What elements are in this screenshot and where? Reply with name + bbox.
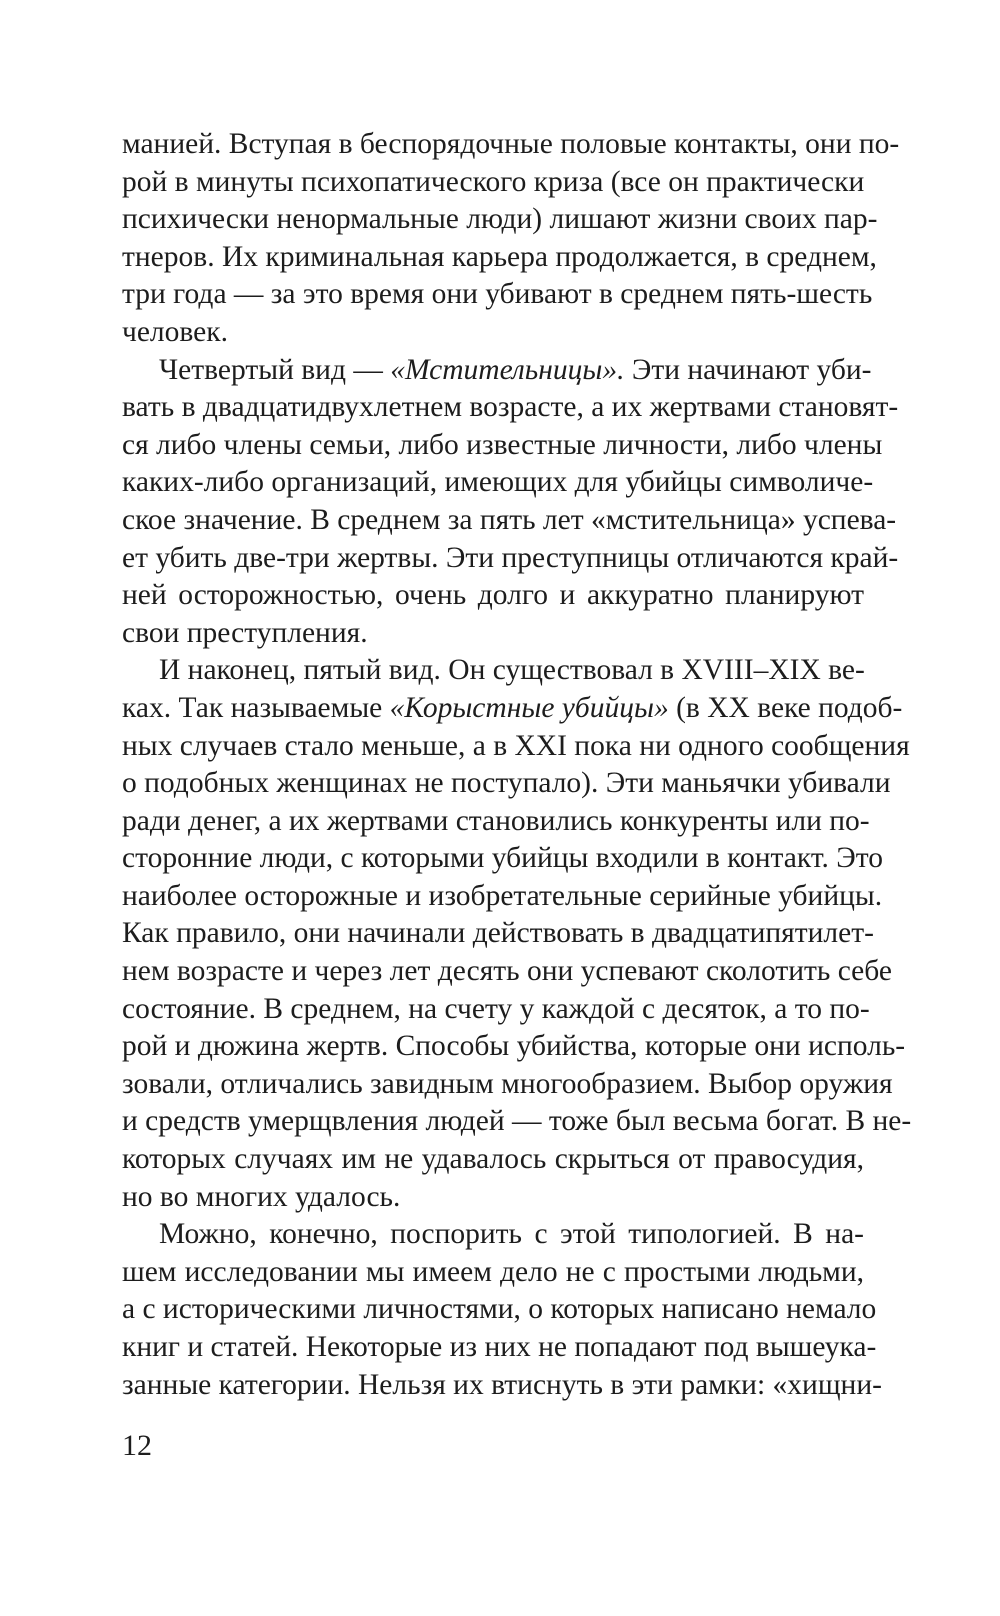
text-line: тнеров. Их криминальная карьера продолжается, в среднем, — [122, 240, 877, 273]
page-number: 12 — [122, 1429, 152, 1462]
text-line: сторонние люди, с которыми убийцы входили в контакт. Это — [122, 842, 883, 875]
text-fragment: Эти начинают уби- — [624, 353, 872, 386]
text-line: ных случаев стало меньше, а в XXI пока ни одного сообщения — [122, 729, 910, 762]
text-line: свои преступления. — [122, 616, 368, 649]
text-line: психически ненормальные люди) лишают жизни своих пар- — [122, 203, 878, 236]
text-fragment: ках. Так называемые — [122, 691, 390, 724]
text-line: о подобных женщинах не поступало). Эти маньячки убивали — [122, 767, 891, 800]
italic-term: «Корыстные убийцы» — [389, 691, 669, 724]
text-line: человек. — [122, 315, 228, 348]
text-line: а с историческими личностями, о которых написано немало — [122, 1293, 877, 1326]
text-line: три года — за это время они убивают в среднем пять-шесть — [122, 278, 873, 311]
text-line: ся либо члены семьи, либо известные личности, либо члены — [122, 428, 883, 461]
text-line: ради денег, а их жертвами становились конкуренты или по- — [122, 804, 870, 837]
text-line: но во многих удалось. — [122, 1180, 401, 1213]
text-line: рой в минуты психопатического криза (все он практически — [122, 165, 865, 198]
text-line: ней осторожностью, очень долго и аккуратно планируют — [122, 579, 864, 612]
text-line: манией. Вступая в беспорядочные половые контакты, они по- — [122, 128, 900, 160]
text-line: нем возрасте и через лет десять они успевают сколотить себе — [122, 955, 892, 988]
text-fragment: Четвертый вид — — [159, 353, 391, 386]
text-line — [122, 690, 903, 728]
text-line: наиболее осторожные и изобретательные серийные убийцы. — [122, 879, 883, 912]
text-line: И наконец, пятый вид. Он существовал в XVIII–XIX ве- — [159, 654, 865, 687]
text-line: и средств умерщвления людей — тоже был весьма богат. В не- — [122, 1105, 912, 1138]
text-line: ское значение. В среднем за пять лет «мстительница» успева- — [122, 503, 897, 536]
text-line: зовали, отличались завидным многообразием. Выбор оружия — [122, 1067, 893, 1100]
text-line: ет убить две-три жертвы. Эти преступницы отличаются край- — [122, 541, 899, 574]
text-line: книг и статей. Некоторые из них не попадают под вышеука- — [122, 1331, 877, 1363]
text-line: рой и дюжина жертв. Способы убийства, которые они исполь- — [122, 1030, 906, 1063]
text-line: Можно, конечно, поспорить с этой типологией. В на- — [159, 1218, 864, 1251]
text-line: шем исследовании мы имеем дело не с простыми людьми, — [122, 1255, 864, 1288]
text-line: вать в двадцатидвухлетнем возрасте, а их жертвами становят- — [122, 391, 899, 424]
italic-term: «Мстительницы». — [390, 353, 625, 386]
text-line: состояние. В среднем, на счету у каждой с десяток, а то по- — [122, 992, 870, 1025]
text-line: Как правило, они начинали действовать в двадцатипятилет- — [122, 917, 874, 950]
text-fragment: (в XX веке подоб- — [668, 691, 903, 724]
text-line — [122, 352, 872, 390]
text-line: которых случаях им не удавалось скрыться от правосудия, — [122, 1143, 864, 1176]
text-line: каких-либо организаций, имеющих для убийцы символиче- — [122, 466, 874, 499]
text-line: занные категории. Нельзя их втиснуть в эти рамки: «хищни- — [122, 1368, 882, 1401]
body-text — [122, 126, 912, 1404]
